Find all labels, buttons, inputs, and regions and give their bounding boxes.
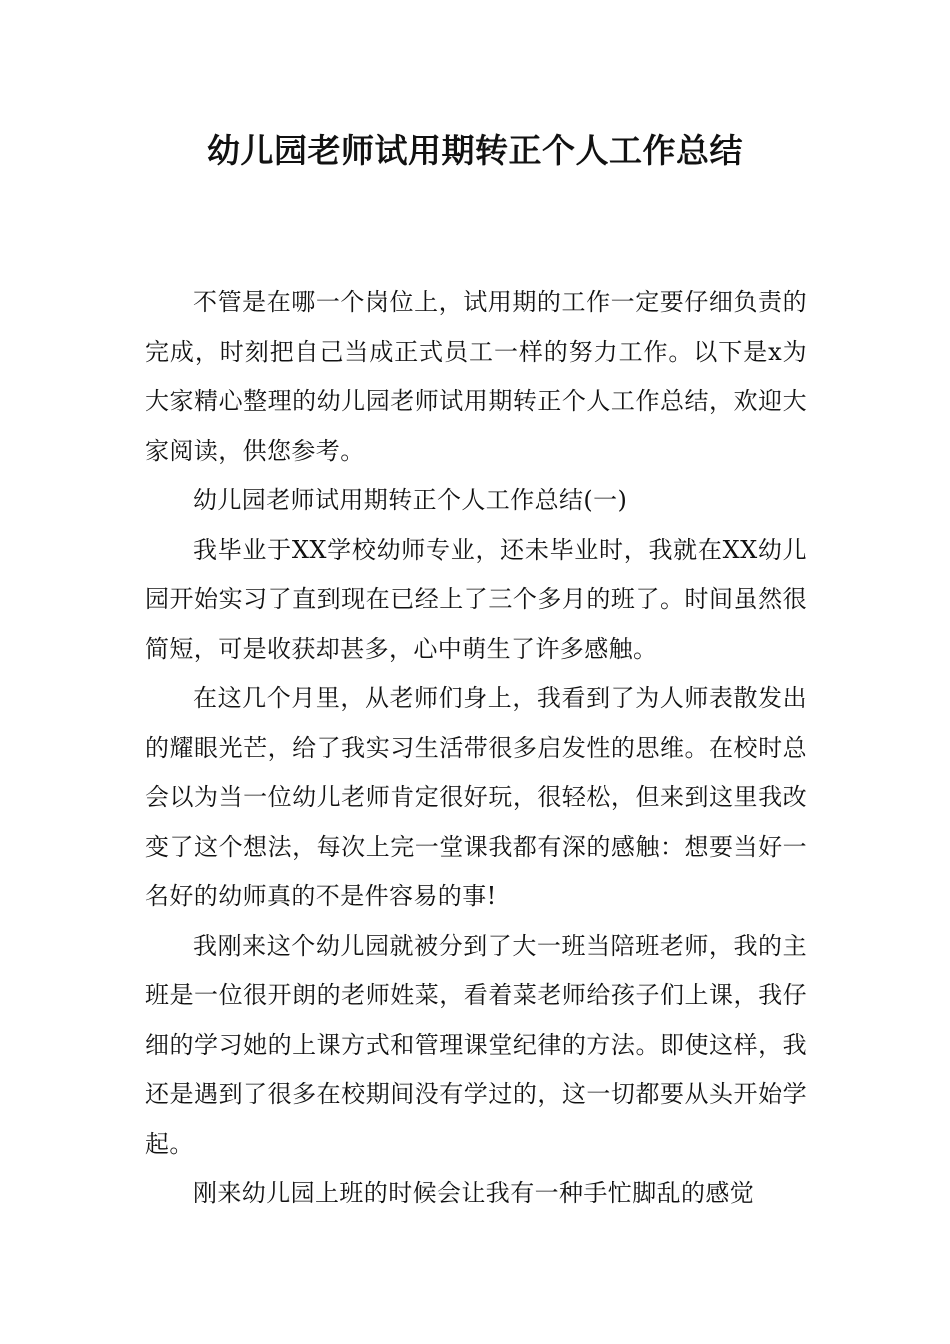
body-paragraph: 刚来幼儿园上班的时候会让我有一种手忙脚乱的感觉	[193, 1179, 755, 1207]
body-paragraph: 我刚来这个幼儿园就被分到了大一班当陪班老师，我的主班是一位很开朗的老师姓菜，看着菜老师给孩子们上课，我仔细的学习她的上课方式和管理课堂纪律的方法。即使这样，我还是遇到了很多在校期间没有学过的，这一切都要从头开始学起。	[145, 931, 807, 1158]
intro-paragraph: 不管是在哪一个岗位上，试用期的工作一定要仔细负责的完成，时刻把自己当成正式员工一样的努力工作。以下是x为大家精心整理的幼儿园老师试用期转正个人工作总结，欢迎大家阅读，供您参考。	[145, 288, 807, 465]
section-heading: 幼儿园老师试用期转正个人工作总结(一)	[193, 486, 628, 514]
body-paragraph: 我毕业于XX学校幼师专业，还未毕业时，我就在XX幼儿园开始实习了直到现在已经上了三个多月的班了。时间虽然很简短，可是收获却甚多，心中萌生了许多感触。	[145, 535, 807, 663]
document-body	[145, 278, 807, 1219]
body-paragraph: 在这几个月里，从老师们身上，我看到了为人师表散发出的耀眼光芒，给了我实习生活带很多启发性的思维。在校时总会以为当一位幼儿老师肯定很好玩，很轻松，但来到这里我改变了这个想法，每次上完一堂课我都有深的感触：想要当好一名好的幼师真的不是件容易的事!	[145, 684, 807, 910]
document-title: 幼儿园老师试用期转正个人工作总结	[207, 131, 743, 170]
